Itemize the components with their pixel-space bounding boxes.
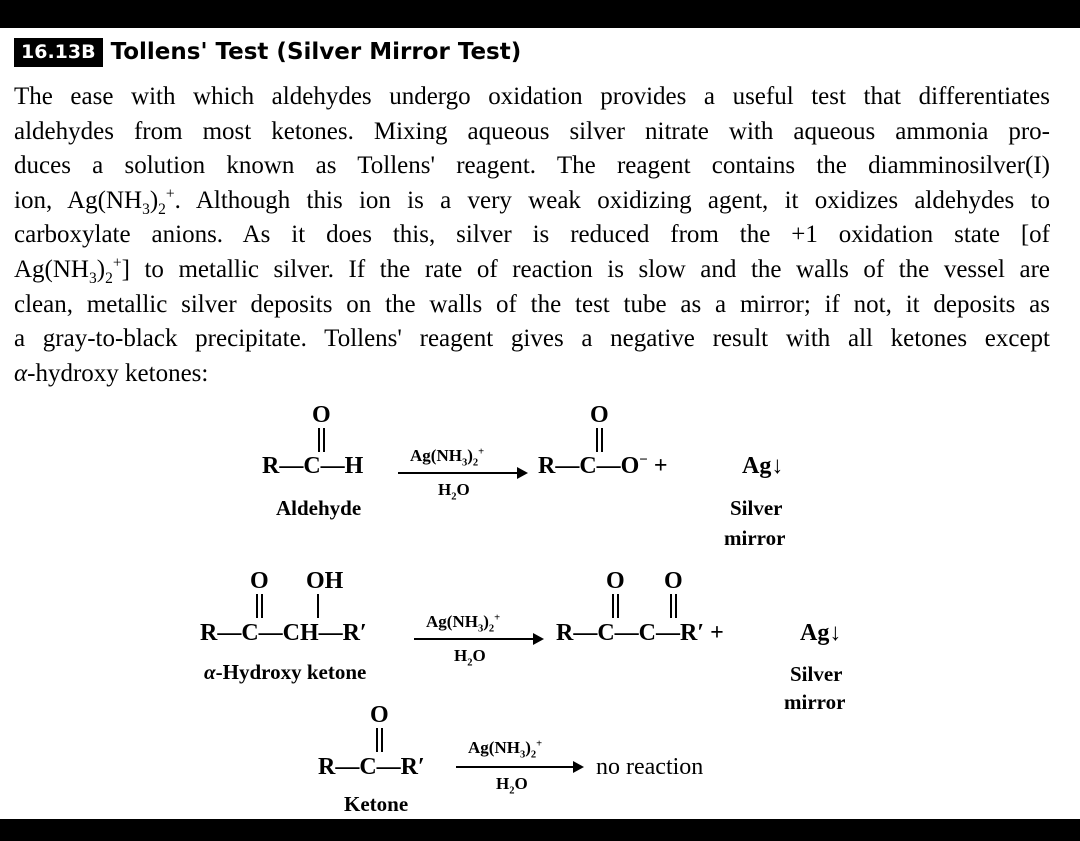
- double-bond: [323, 428, 325, 452]
- reactant-label: Aldehyde: [276, 496, 362, 520]
- reagent-top: $Ag(NH_3)_2^+$: [426, 612, 501, 635]
- body-paragraph: [14, 80, 1050, 391]
- carboxylate-structure: R—C—O− +: [538, 452, 668, 479]
- double-bond: [675, 594, 677, 618]
- product-label: Silver: [730, 496, 783, 520]
- reagent-bottom: $H_2O$: [496, 774, 528, 797]
- reactant-label: α-Hydroxy ketone: [204, 660, 367, 684]
- reaction-arrow: [414, 638, 542, 640]
- section-title: Tollens' Test (Silver Mirror Test): [110, 39, 522, 65]
- carbonyl-oxygen: O: [250, 568, 269, 594]
- double-bond: [596, 428, 598, 452]
- ion-formula-prefix: Ag(NH: [14, 255, 89, 283]
- carbonyl-oxygen: O: [606, 568, 625, 594]
- no-reaction-text: no reaction: [596, 754, 704, 780]
- reactant-label: Ketone: [344, 792, 409, 816]
- bottom-bar: [0, 819, 1080, 841]
- paragraph-line: a gray-to-black precipitate. Tollens' reagent gives a negative result with all ketones except: [14, 325, 1050, 353]
- double-bond: [318, 428, 320, 452]
- double-bond: [256, 594, 258, 618]
- double-bond: [612, 594, 614, 618]
- reagent-bottom: $H_2O$: [438, 480, 470, 503]
- paragraph-line: ion, $Ag(NH_3)_2^+$. Although this ion is a very weak oxidizing agent, it oxidizes aldehydes to: [14, 185, 1051, 218]
- product-label: mirror: [784, 690, 846, 714]
- ion-formula-prefix: ion, Ag(NH: [14, 186, 143, 214]
- double-bond: [376, 728, 378, 752]
- paragraph-line-text: -hydroxy ketones:: [27, 359, 209, 387]
- paragraph-line: $Ag(NH_3)_2^+$] to metallic silver. If the rate of reaction is slow and the walls of the vessel are: [14, 254, 1051, 287]
- paragraph-line-text: Although this ion is a very weak oxidizing agent, it oxidizes aldehydes to: [195, 186, 1051, 214]
- reagent-top: $Ag(NH_3)_2^+$: [468, 738, 543, 761]
- carbonyl-oxygen: O: [370, 702, 389, 728]
- double-bond: [617, 594, 619, 618]
- double-bond: [261, 594, 263, 618]
- product-label: Silver: [790, 662, 843, 686]
- hydroxyl-group: OH: [306, 568, 344, 594]
- reaction-arrow: [456, 766, 582, 768]
- diketone-structure: R—C—C—R′ +: [556, 620, 724, 646]
- silver-product: Ag↓: [800, 620, 842, 646]
- paragraph-line: The ease with which aldehydes undergo oxidation provides a useful test that differentiates: [14, 83, 1050, 110]
- double-bond: [670, 594, 672, 618]
- textbook-page: [0, 28, 1080, 819]
- ketone-structure: R—C—R′: [318, 754, 425, 780]
- section-heading: [14, 36, 521, 68]
- carbonyl-oxygen: O: [590, 402, 609, 428]
- double-bond: [601, 428, 603, 452]
- carbonyl-oxygen: O: [312, 402, 331, 428]
- paragraph-line-text: to metallic silver. If the rate of reaction is slow and the walls of the vessel are: [144, 255, 1051, 283]
- paragraph-line: aldehydes from most ketones. Mixing aqueous silver nitrate with aqueous ammonia pro-: [14, 117, 1050, 145]
- product-label: mirror: [724, 526, 786, 550]
- reagent-bottom: $H_2O$: [454, 646, 486, 669]
- aldehyde-structure: R—C—H: [262, 453, 364, 479]
- hydroxy-ketone-structure: R—C—CH—R′: [200, 620, 367, 646]
- alpha-symbol: α: [14, 359, 28, 387]
- reaction-arrow: [398, 472, 526, 474]
- paragraph-line: duces a solution known as Tollens' reagent. The reagent contains the diamminosilver(I): [14, 152, 1050, 180]
- paragraph-line: clean, metallic silver deposits on the walls of the test tube as a mirror; if not, it deposits as: [14, 290, 1050, 318]
- reagent-top: $Ag(NH_3)_2^+$: [410, 446, 485, 469]
- section-number: 16.13B: [14, 38, 103, 67]
- silver-product: Ag↓: [742, 453, 784, 479]
- double-bond: [381, 728, 383, 752]
- single-bond: [317, 594, 319, 618]
- paragraph-line: carboxylate anions. As it does this, silver is reduced from the +1 oxidation state [of: [14, 221, 1050, 249]
- carbonyl-oxygen: O: [664, 568, 683, 594]
- paragraph-line: [14, 357, 1050, 392]
